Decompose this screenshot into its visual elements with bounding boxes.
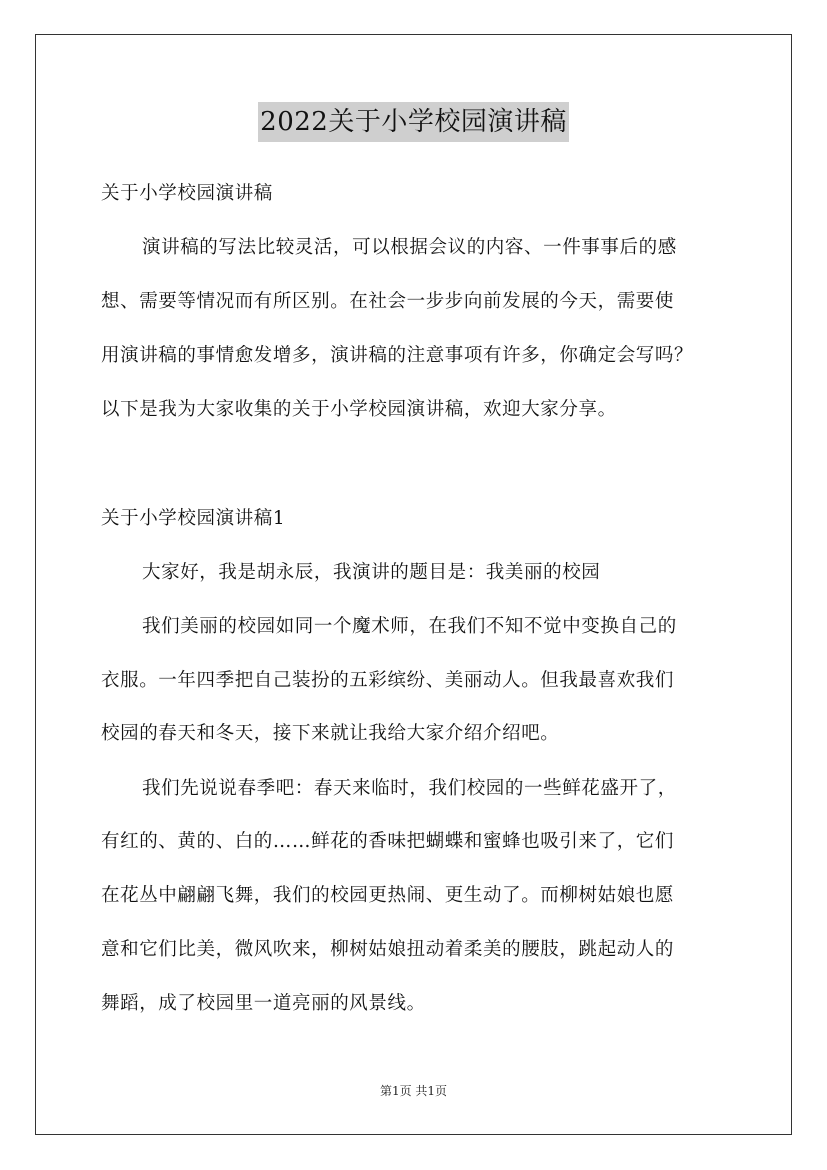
para1-line-2: 衣服。一年四季把自己装扮的五彩缤纷、美丽动人。但我最喜欢我们 [101, 670, 675, 691]
para2-line-1: 我们先说说春季吧：春天来临时，我们校园的一些鲜花盛开了， [142, 778, 677, 799]
para1-line-3: 校园的春天和冬天，接下来就让我给大家介绍介绍吧。 [101, 723, 560, 744]
intro-line-4: 以下是我为大家收集的关于小学校园演讲稿，欢迎大家分享。 [101, 399, 617, 420]
intro-heading: 关于小学校园演讲稿 [101, 183, 273, 204]
intro-line-3: 用演讲稿的事情愈发增多，演讲稿的注意事项有许多，你确定会写吗？ [101, 345, 694, 366]
para2-line-4: 意和它们比美，微风吹来，柳树姑娘扭动着柔美的腰肢，跳起动人的 [101, 939, 675, 960]
title-container [0, 102, 827, 142]
para2-line-5: 舞蹈，成了校园里一道亮丽的风景线。 [101, 993, 426, 1014]
section1-greeting: 大家好，我是胡永辰，我演讲的题目是：我美丽的校园 [142, 562, 601, 583]
para2-line-2: 有红的、黄的、白的……鲜花的香味把蝴蝶和蜜蜂也吸引来了，它们 [101, 831, 675, 852]
page-footer: 第1页 共1页 [379, 1084, 448, 1098]
section1-heading: 关于小学校园演讲稿1 [101, 508, 286, 529]
document-title: 2022关于小学校园演讲稿 [258, 102, 569, 142]
para2-line-3: 在花丛中翩翩飞舞，我们的校园更热闹、更生动了。而柳树姑娘也愿 [101, 885, 675, 906]
intro-line-1: 演讲稿的写法比较灵活，可以根据会议的内容、一件事事后的感 [142, 237, 677, 258]
para1-line-1: 我们美丽的校园如同一个魔术师，在我们不知不觉中变换自己的 [142, 616, 677, 637]
intro-line-2: 想、需要等情况而有所区别。在社会一步步向前发展的今天，需要使 [101, 291, 675, 312]
